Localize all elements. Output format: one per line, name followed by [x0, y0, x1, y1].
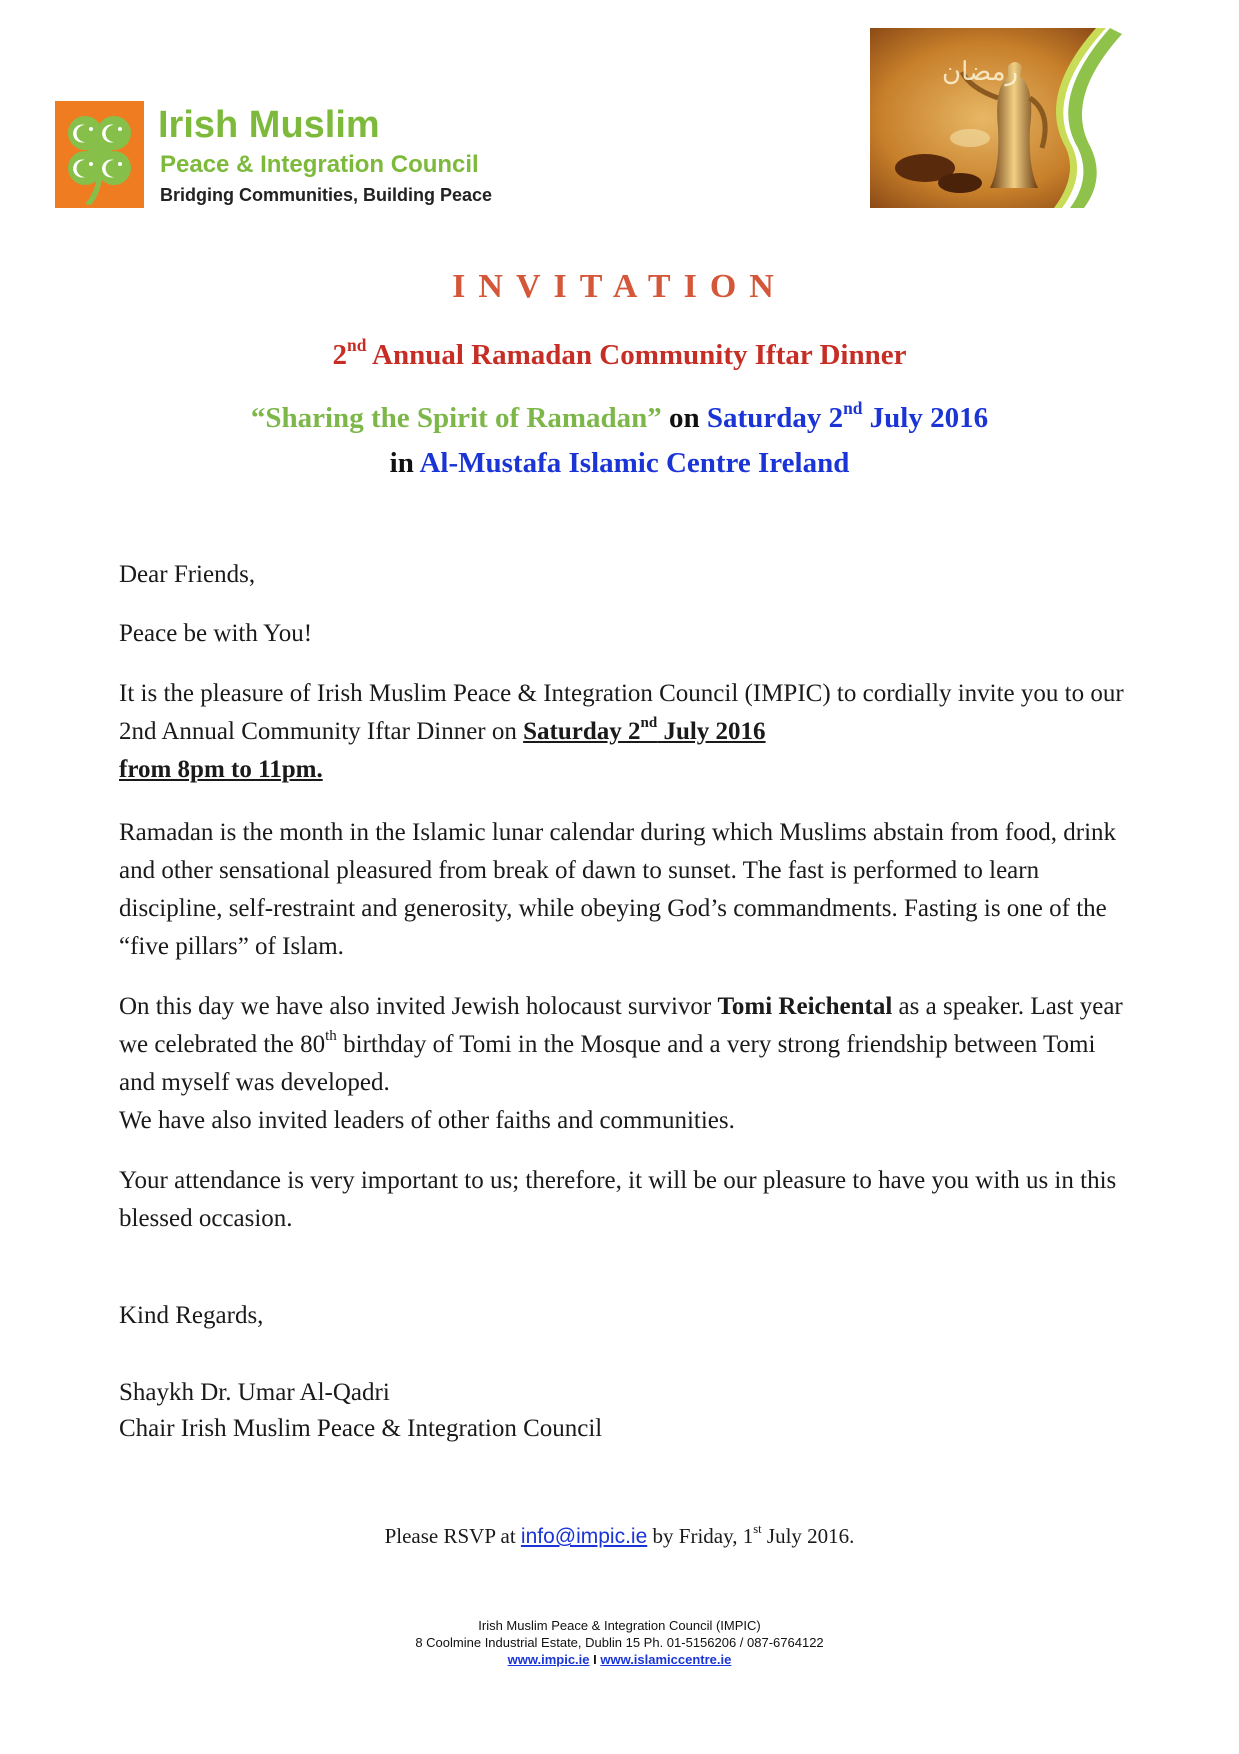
- rsvp-sup: st: [753, 1522, 762, 1537]
- shamrock-crescent-icon: [55, 101, 144, 208]
- peace-line: Peace be with You!: [119, 620, 313, 647]
- greeting: Dear Friends,: [119, 561, 256, 588]
- svg-text:رمضان: رمضان: [942, 57, 1019, 87]
- impic-website-link[interactable]: www.impic.ie: [507, 1652, 590, 1667]
- paragraph-invite: [119, 675, 1129, 789]
- event-name: Annual Ramadan Community Iftar Dinner: [366, 339, 907, 371]
- theme-line: [0, 397, 1239, 435]
- event-date-rest: July 2016: [862, 402, 989, 434]
- org-tagline: Bridging Communities, Building Peace: [160, 185, 493, 205]
- invitation-heading: INVITATION: [452, 268, 787, 305]
- footer-separator: I: [589, 1652, 601, 1667]
- org-subtitle: Peace & Integration Council: [160, 151, 479, 178]
- para3-a: On this day we have also invited Jewish holocaust survivor: [119, 993, 718, 1020]
- paragraph-ramadan: Ramadan is the month in the Islamic lunar calendar during which Muslims abstain from food, drink and other sensational pleasured from break of dawn to sunset. The fast is performed to learn discipline, self-restraint and generosity, while obeying God’s commandments. Fasting is one of the “five pillars” of Islam.: [119, 819, 1117, 960]
- footer-address: 8 Coolmine Industrial Estate, Dublin 15 Ph. 01-5156206 / 087-6764122: [415, 1635, 824, 1650]
- event-ordinal-sup: nd: [347, 334, 367, 355]
- event-title: [0, 334, 1239, 372]
- on-text: on: [661, 402, 707, 434]
- para1-date: [523, 715, 766, 745]
- para3-b: as a speaker. Last year we celebrated the 80: [119, 993, 1123, 1058]
- islamiccentre-website-link[interactable]: www.islamiccentre.ie: [600, 1652, 732, 1667]
- footer-links: [0, 1651, 1239, 1668]
- ramadan-lantern-image: [870, 28, 1122, 208]
- para3-sup: th: [325, 1028, 337, 1045]
- para3-d: We have also invited leaders of other faiths and communities.: [119, 1107, 735, 1134]
- footer-org: Irish Muslim Peace & Integration Council (IMPIC): [478, 1618, 761, 1633]
- theme-text: “Sharing the Spirit of Ramadan”: [250, 402, 662, 434]
- venue-line: [0, 448, 1239, 480]
- closing-regards: Kind Regards,: [119, 1302, 264, 1329]
- rsvp-line: [0, 1524, 1239, 1549]
- rsvp-prefix: Please RSVP at: [384, 1524, 521, 1548]
- para3-c: birthday of Tomi in the Mosque and a very strong friendship between Tomi and myself was developed.: [119, 1031, 1096, 1096]
- rsvp-suffix: July 2016.: [761, 1524, 855, 1548]
- org-name: Irish Muslim: [158, 104, 380, 146]
- event-date-day: Saturday 2: [706, 402, 844, 434]
- para1-text: It is the pleasure of Irish Muslim Peace & Integration Council (IMPIC) to cordially invite you to our 2nd Annual Community Iftar Dinner on: [119, 680, 1124, 745]
- event-date-sup: nd: [843, 397, 863, 418]
- venue-name: Al-Mustafa Islamic Centre Ireland: [419, 447, 850, 479]
- para1-time: from 8pm to 11pm.: [119, 756, 323, 783]
- para1-date-rest: July 2016: [657, 718, 766, 745]
- in-text: in: [389, 447, 420, 479]
- paragraph-attendance: Your attendance is very important to us; therefore, it will be our pleasure to have you with us in this blessed occasion.: [119, 1167, 1117, 1232]
- speaker-name: Tomi Reichental: [717, 993, 893, 1020]
- rsvp-middle: by Friday, 1: [647, 1524, 754, 1548]
- signer-name: Shaykh Dr. Umar Al-Qadri: [119, 1379, 390, 1406]
- paragraph-speaker: [119, 988, 1129, 1140]
- logo: [55, 101, 144, 208]
- event-ordinal: 2: [332, 339, 348, 371]
- signer-title: Chair Irish Muslim Peace & Integration Council: [119, 1415, 603, 1442]
- para1-date-day: Saturday 2: [523, 718, 641, 745]
- rsvp-email-link[interactable]: info@impic.ie: [520, 1525, 648, 1548]
- para1-date-sup: nd: [640, 715, 658, 732]
